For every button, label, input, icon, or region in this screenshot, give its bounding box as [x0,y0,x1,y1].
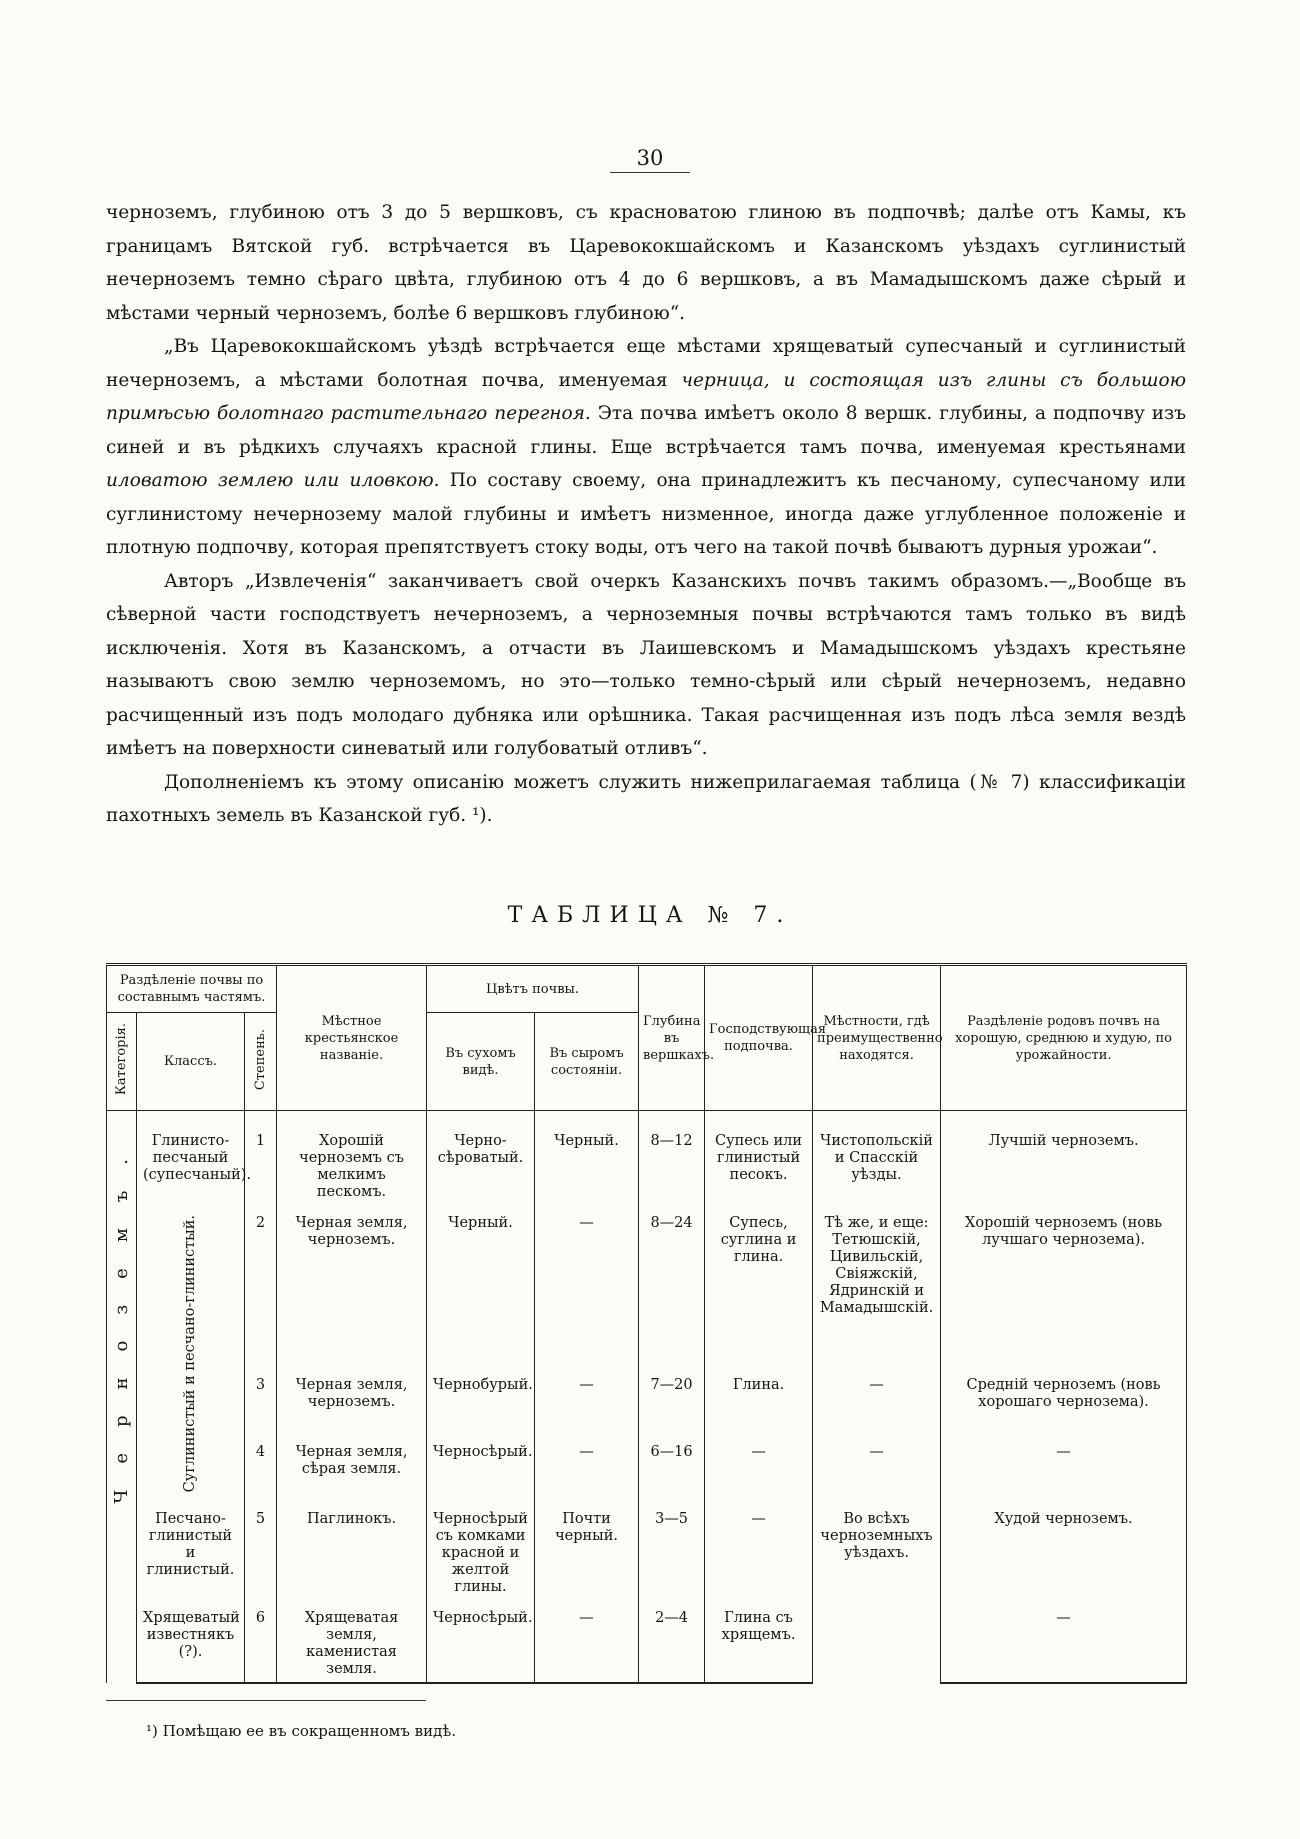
color-wet-cell: — [535,1434,639,1501]
category-label: Черноземъ. [111,1133,132,1504]
depth-cell: 2—4 [639,1600,705,1683]
localities-group-cell: Во всѣхъ черноземныхъ уѣздахъ. [813,1501,941,1683]
color-wet-cell: — [535,1205,639,1367]
footnote: ¹) Помѣщаю ее въ сокращенномъ видѣ. [146,1722,457,1740]
localities-cell: — [813,1434,941,1501]
yield-cell: Хорошій черноземъ (новь лучшаго чернозема). [941,1205,1187,1367]
header-grade-label: Степень. [253,1028,269,1090]
color-dry-cell: Черносѣрый. [427,1434,535,1501]
body-text [106,196,1186,833]
table-title: ТАБЛИЦА № 7. [507,903,793,928]
grade-cell: 6 [245,1600,277,1683]
header-color-wet: Въ сыромъ состояніи. [535,1013,639,1111]
header-local-name: Мѣстное крестьянское названіе. [277,965,427,1111]
color-dry-cell: Черный. [427,1205,535,1367]
localities-cell: Тѣ же, и еще: Тетюшскій, Цивильскій, Свіяжскій, Ядринскій и Мамадышскій. [813,1205,941,1367]
class-group-label: Суглинистый и песчано-глинистый. [182,1215,198,1493]
paragraph-2 [106,330,1186,565]
depth-cell: 8—12 [639,1111,705,1206]
local-name-cell: Хорошій черноземъ съ мелкимъ пескомъ. [277,1111,427,1206]
local-name-cell: Черная земля, сѣрая земля. [277,1434,427,1501]
depth-cell: 7—20 [639,1367,705,1434]
page-number: 30 [610,146,690,173]
localities-cell: — [813,1367,941,1434]
table-row [107,1205,1187,1367]
paragraph-2-italic-b: иловатою землею или иловкою. [106,470,440,491]
depth-cell: 8—24 [639,1205,705,1367]
paragraph-1: черноземъ, глубиною отъ 3 до 5 вершковъ, съ красноватою глиною въ подпочвѣ; далѣе отъ Камы, къ границамъ Вятской губ. встрѣчается въ Царевококшайскомъ и Казанскомъ уѣздахъ суглинистый нечерноземъ темно сѣраго цвѣта, глубиною отъ 4 до 6 вершковъ, а въ Мамадышскомъ даже сѣрый и мѣстами черный черноземъ, болѣе 6 вершковъ глубиною“. [106,202,1186,324]
paragraph-2-part-a: „Въ Царевококшайскомъ уѣздѣ встрѣчается еще мѣстами хрящеватый супесчаный и суглинистый нечерноземъ, а мѣстами болотная почва, именуемая [106,336,1186,391]
color-dry-cell: Черно-сѣроватый. [427,1111,535,1206]
color-dry-cell: Черносѣрый съ комками красной и желтой глины. [427,1501,535,1600]
color-wet-cell: — [535,1367,639,1434]
grade-cell: 2 [245,1205,277,1367]
subsoil-cell: Глина. [705,1367,813,1434]
table-row [107,1111,1187,1206]
header-localities: Мѣстности, гдѣ преимущественно находятся. [813,965,941,1111]
depth-cell: 6—16 [639,1434,705,1501]
class-cell: Хрящеватый известнякъ (?). [137,1600,245,1683]
subsoil-cell: Глина съ хрящемъ. [705,1600,813,1683]
header-grade [245,1013,277,1111]
table-row [107,1501,1187,1600]
paragraph-2-part-b: Эта почва имѣетъ около 8 вершк. глубины, а подпочву изъ синей и въ рѣдкихъ случаяхъ красной глины. Еще встрѣчается тамъ почва, именуемая крестьянами [106,403,1186,458]
yield-cell: Средній черноземъ (новь хорошаго чернозема). [941,1367,1187,1434]
header-class: Классъ. [137,1013,245,1111]
header-yield-class: Раздѣленіе родовъ почвъ на хорошую, среднюю и худую, по урожайности. [941,965,1187,1111]
header-depth: Глубина въ вершкахъ. [639,965,705,1111]
class-cell: Глинисто-песчаный (супесчаный). [137,1111,245,1206]
soil-classification-table [106,963,1187,1684]
yield-cell: Худой черноземъ. [941,1501,1187,1600]
local-name-cell: Черная земля, черноземъ. [277,1367,427,1434]
paragraph-2-italic-a: черница, и состоящая изъ глины съ большою примѣсью болотнаго растительнаго перегноя. [106,369,1186,424]
header-subsoil: Господствующая подпочва. [705,965,813,1111]
localities-cell: Чистопольскій и Спасскій уѣзды. [813,1111,941,1206]
class-cell: Песчано-глинистый и глинистый. [137,1501,245,1600]
color-wet-cell: Черный. [535,1111,639,1206]
grade-cell: 4 [245,1434,277,1501]
grade-cell: 5 [245,1501,277,1600]
yield-cell: — [941,1434,1187,1501]
grade-cell: 3 [245,1367,277,1434]
subsoil-cell: Супесь или глинистый песокъ. [705,1111,813,1206]
category-cell [107,1111,137,1684]
header-division: Раздѣленіе почвы по составнымъ частямъ. [107,965,277,1013]
footnote-divider [106,1700,426,1701]
class-group-cell [137,1205,245,1501]
color-dry-cell: Чернобурый. [427,1367,535,1434]
paragraph-3: Авторъ „Извлеченія“ заканчиваетъ свой очеркъ Казанскихъ почвъ такимъ образомъ.—„Вообще въ сѣверной части господствуетъ нечерноземъ, а черноземныя почвы встрѣчаются тамъ только въ видѣ исключенія. Хотя въ Казанскомъ, а отчасти въ Лаишевскомъ и Мамадышскомъ уѣздахъ крестьяне называютъ свою землю черноземомъ, но это—только темно-сѣрый или сѣрый нечерноземъ, недавно расчищенный изъ подъ молодаго дубняка или орѣшника. Такая расчищенная изъ подъ лѣса земля вездѣ имѣетъ на поверхности синеватый или голубоватый отливъ“. [106,570,1186,759]
paragraph-4: Дополненіемъ къ этому описанію можетъ служить нижеприлагаемая таблица (№ 7) классификаціи пахотныхъ земель въ Казанской губ. ¹). [106,771,1186,826]
grade-cell: 1 [245,1111,277,1206]
yield-cell: — [941,1600,1187,1683]
table-row [107,1600,1187,1683]
yield-cell: Лучшій черноземъ. [941,1111,1187,1206]
local-name-cell: Хрящеватая земля, каменистая земля. [277,1600,427,1683]
paragraph-2-part-c: По составу своему, она принадлежитъ къ песчаному, супесчаному или суглинистому нечернозему малой глубины и имѣетъ низменное, иногда даже углубленное положеніе и плотную подпочву, которая препятствуетъ стоку воды, отъ чего на такой почвѣ бываютъ дурныя урожаи“. [106,470,1186,558]
table-row [107,1434,1187,1501]
subsoil-cell: Супесь, суглина и глина. [705,1205,813,1367]
subsoil-cell: — [705,1501,813,1600]
color-dry-cell: Черносѣрый. [427,1600,535,1683]
color-wet-cell: Почти черный. [535,1501,639,1600]
header-category-label: Категорія. [114,1023,129,1096]
header-color-dry: Въ сухомъ видѣ. [427,1013,535,1111]
local-name-cell: Паглинокъ. [277,1501,427,1600]
local-name-cell: Черная земля, черноземъ. [277,1205,427,1367]
subsoil-cell: — [705,1434,813,1501]
depth-cell: 3—5 [639,1501,705,1600]
table-row [107,1367,1187,1434]
header-category [107,1013,137,1111]
color-wet-cell: — [535,1600,639,1683]
header-color: Цвѣтъ почвы. [427,965,639,1013]
